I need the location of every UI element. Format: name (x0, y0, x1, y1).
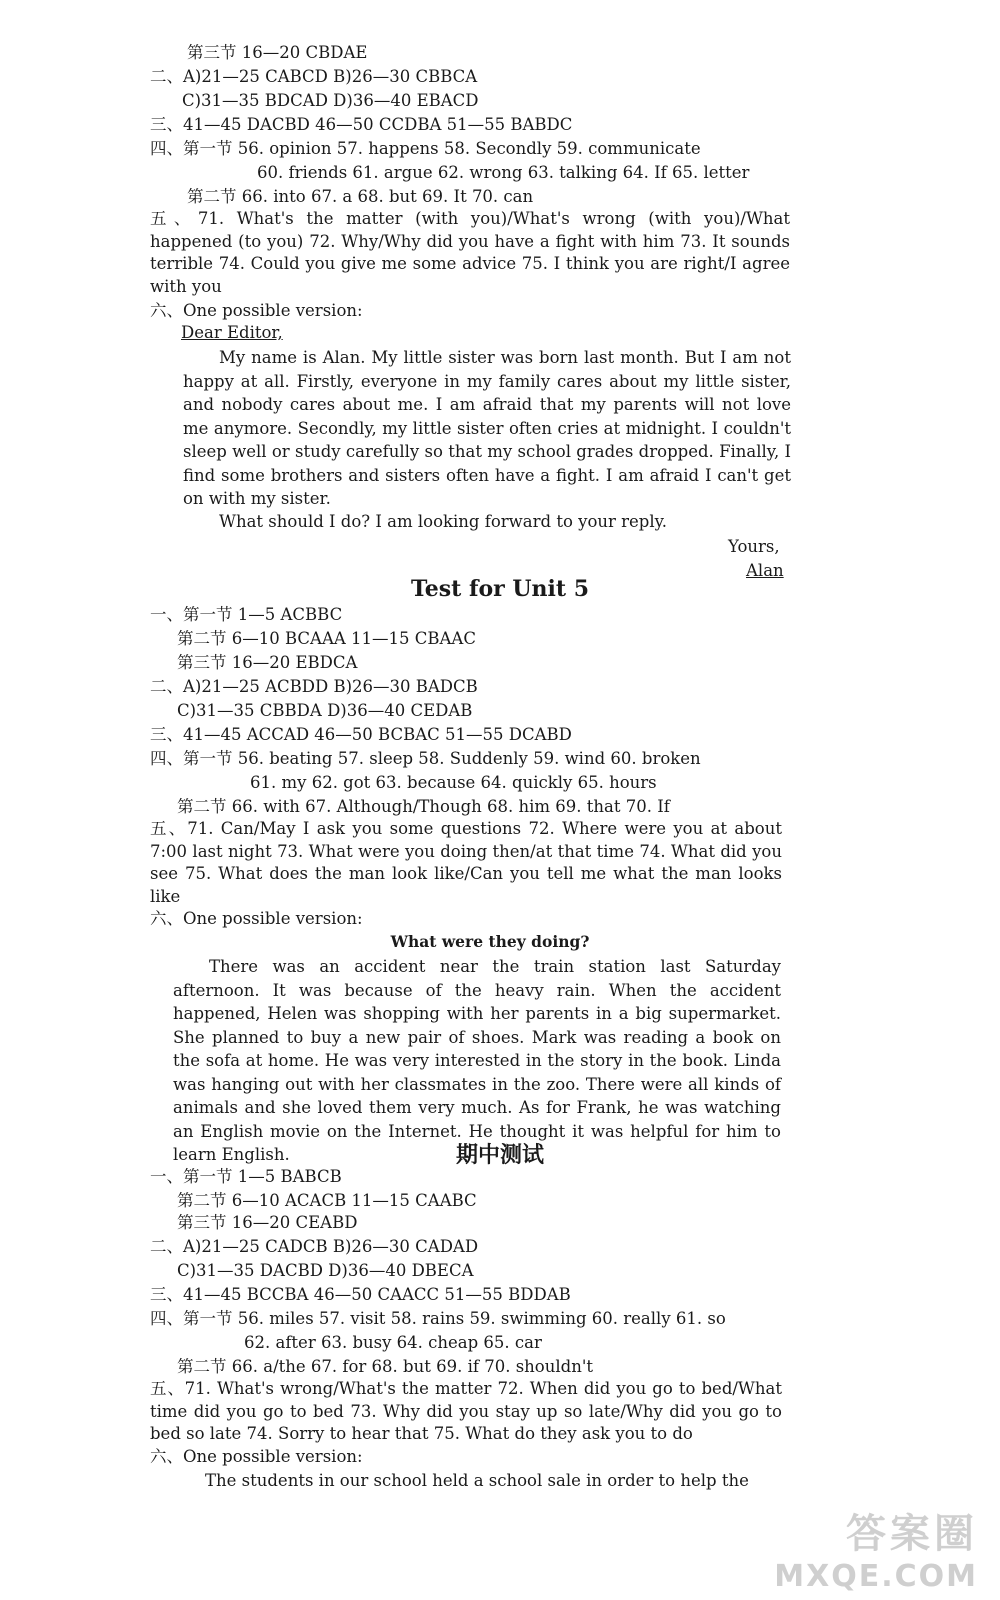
mid-part2-ab: 二、A)21—25 CADCB B)26—30 CADAD (150, 1237, 479, 1256)
watermark-logo-text: 答案圈 (846, 1511, 978, 1557)
u5-part2-cd: C)31—35 CBBDA D)36—40 CEDAB (177, 701, 473, 720)
u4-part4-sec1-b: 60. friends 61. argue 62. wrong 63. talking 64. If 65. letter (257, 163, 750, 182)
u4-part5: 五、71. What's the matter (with you)/What's wrong (with you)/What happened (to you) 72. Why/Why did you have a fight with him 73. It sounds terrible 74. Could you give me some advice 75. I think you are right/I agree with you (150, 209, 790, 296)
letter-closing: Yours, (728, 537, 780, 556)
u5-part2-ab: 二、A)21—25 ACBDD B)26—30 BADCB (150, 677, 478, 696)
u5-part1-sec2: 第二节 6—10 BCAAA 11—15 CBAAC (177, 629, 476, 648)
mid-part1-sec1: 一、第一节 1—5 BABCB (150, 1167, 342, 1186)
mid-part1-sec3: 第三节 16—20 CEABD (177, 1213, 358, 1232)
letter-body: My name is Alan. My little sister was born last month. But I am not happy at all. Firstly, everyone in my family cares about my little sister, and nobody cares about me. I am afraid that my parents will not love me anymore. Secondly, my little sister often cries at midnight. I couldn't sleep well or study carefully so that my school grades dropped. Finally, I find some brothers and sisters often have a fight. I am afraid I can't get on with my sister. (183, 348, 791, 508)
mid-part2-cd: C)31—35 DACBD D)36—40 DBECA (177, 1261, 474, 1280)
u4-part2-cd: C)31—35 BDCAD D)36—40 EBACD (182, 91, 479, 110)
u5-part1-sec1: 一、第一节 1—5 ACBBC (150, 605, 343, 624)
u5-essay: There was an accident near the train station last Saturday afternoon. It was because of the heavy rain. When the accident happened, Helen was shopping with her parents in a big supermarket. She planned to buy a new pair of shoes. Mark was reading a book on the sofa at home. He was very interested in the story in the book. Linda was hanging out with her classmates in the zoo. There were all kinds of animals and she loved them very much. As for Frank, he was watching an English movie on the Internet. He thought it was helpful for him to learn English. (173, 957, 781, 1164)
letter-closing-question: What should I do? I am looking forward to your reply. (219, 512, 668, 531)
mid-part4-sec2: 第二节 66. a/the 67. for 68. but 69. if 70. shouldn't (177, 1357, 593, 1376)
mid-essay-start: The students in our school held a school sale in order to help the (205, 1471, 749, 1490)
u5-part5: 五、71. Can/May I ask you some questions 72. Where were you at about 7:00 last night 73. What were you doing then/at that time 74. What did you see 75. What does the man look like/Can you tell me what the man looks like (150, 819, 782, 906)
letter-salutation: Dear Editor, (181, 323, 283, 342)
mid-part5: 五、71. What's wrong/What's the matter 72. When did you go to bed/What time did you go to bed 73. Why did you stay up so late/Why did you go to bed so late 74. Sorry to hear that 75. What do they ask you to do (150, 1379, 782, 1443)
u5-part4-sec1-a: 四、第一节 56. beating 57. sleep 58. Suddenly 59. wind 60. broken (150, 749, 701, 768)
u5-part6-label: 六、One possible version: (150, 909, 363, 928)
unit5-heading: Test for Unit 5 (410, 576, 590, 602)
midterm-heading: 期中测试 (455, 1142, 544, 1168)
watermark-url: MXQE.COM (774, 1559, 978, 1594)
u5-part1-sec3: 第三节 16—20 EBDCA (177, 653, 358, 672)
u4-part4-sec2: 第二节 66. into 67. a 68. but 69. It 70. can (187, 187, 534, 206)
u4-part3: 三、41—45 DACBD 46—50 CCDBA 51—55 BABDC (150, 115, 573, 134)
mid-part1-sec2: 第二节 6—10 ACACB 11—15 CAABC (177, 1191, 477, 1210)
u4-part2-ab: 二、A)21—25 CABCD B)26—30 CBBCA (150, 67, 478, 86)
letter-signature: Alan (746, 561, 784, 580)
u5-part4-sec1-b: 61. my 62. got 63. because 64. quickly 65. hours (250, 773, 657, 792)
mid-part4-sec1-b: 62. after 63. busy 64. cheap 65. car (244, 1333, 542, 1352)
u4-part6-label: 六、One possible version: (150, 301, 363, 320)
u5-part4-sec2: 第二节 66. with 67. Although/Though 68. him 69. that 70. If (177, 797, 670, 816)
mid-part3: 三、41—45 BCCBA 46—50 CAACC 51—55 BDDAB (150, 1285, 571, 1304)
u5-part3: 三、41—45 ACCAD 46—50 BCBAC 51—55 DCABD (150, 725, 572, 744)
mid-part4-sec1-a: 四、第一节 56. miles 57. visit 58. rains 59. swimming 60. really 61. so (150, 1309, 726, 1328)
u4-section3: 第三节 16—20 CBDAE (187, 43, 368, 62)
site-watermark (774, 1502, 978, 1594)
u5-essay-title: What were they doing? (390, 932, 590, 951)
u4-part4-sec1-a: 四、第一节 56. opinion 57. happens 58. Secondly 59. communicate (150, 139, 701, 158)
mid-part6-label: 六、One possible version: (150, 1447, 363, 1466)
